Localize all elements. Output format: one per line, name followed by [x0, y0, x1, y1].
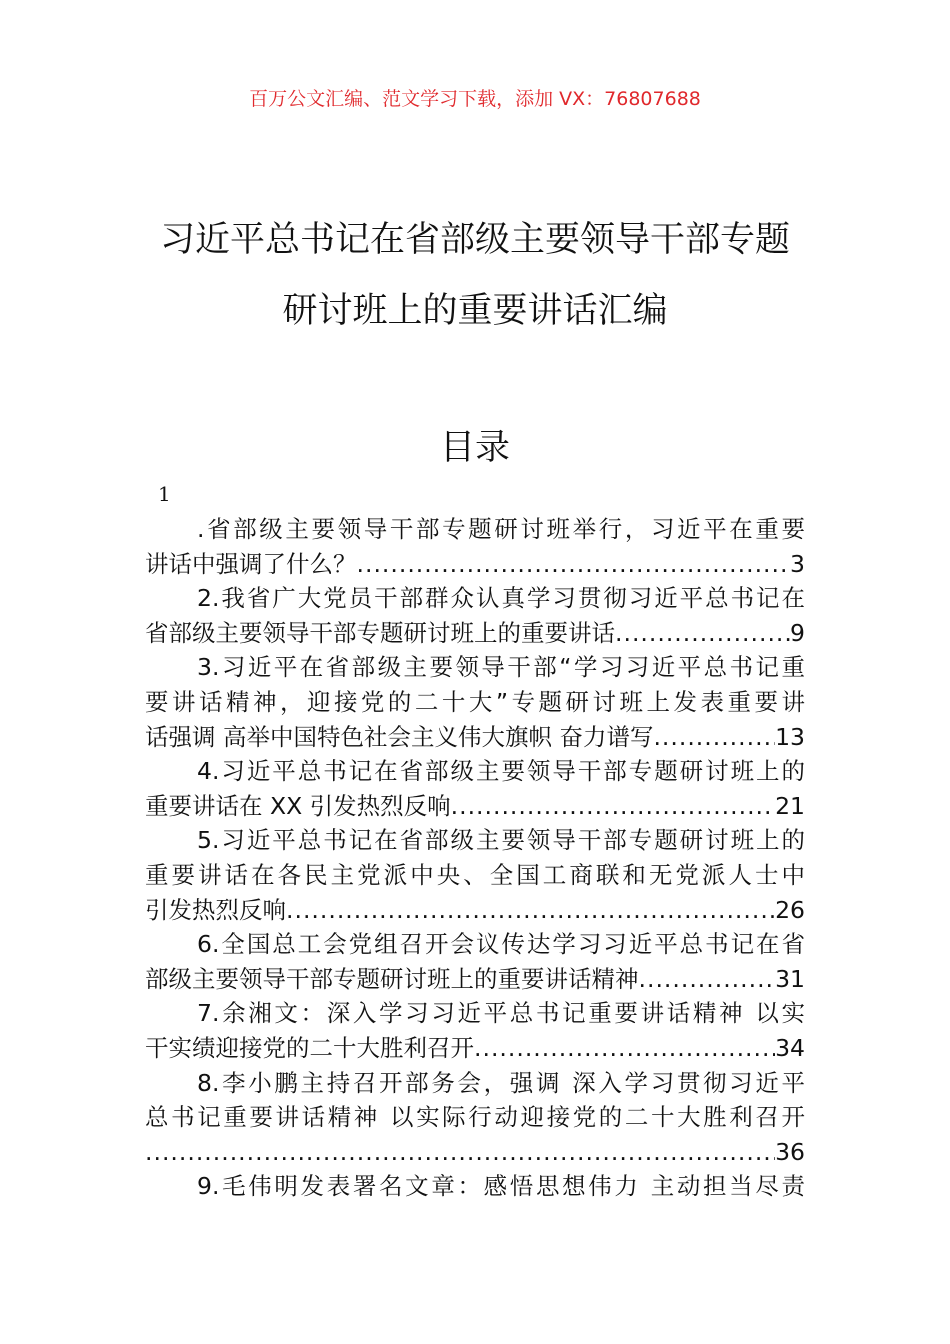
- toc-page-number: 9: [790, 618, 805, 647]
- toc-entry-text: 重要讲话在 XX 引发热烈反响: [145, 791, 451, 820]
- toc-entry-line: 总书记重要讲话精神 以实际行动迎接党的二十大胜利召开: [145, 1103, 805, 1132]
- header-watermark-text: 百万公文汇编、范文学习下载，添加 VX：76807688: [249, 88, 701, 110]
- toc-entry-last-line: [145, 1135, 805, 1170]
- toc-entry[interactable]: [145, 823, 805, 927]
- toc-entry[interactable]: [145, 927, 805, 996]
- toc-entry-last-line: [145, 547, 805, 582]
- table-of-contents: [145, 512, 805, 1204]
- dot-leader: [639, 962, 776, 997]
- toc-entry-line: 7.余湘文：深入学习习近平总书记重要讲话精神 以实: [197, 999, 805, 1028]
- dot-leader: [145, 1135, 775, 1170]
- toc-entry-line: 3.习近平在省部级主要领导干部“学习习近平总书记重: [197, 653, 805, 682]
- toc-entry-text: 部级主要领导干部专题研讨班上的重要讲话精神: [145, 964, 639, 993]
- toc-entry[interactable]: [145, 512, 805, 581]
- toc-entry-line: 8.李小鹏主持召开部务会，强调 深入学习贯彻习近平: [197, 1068, 805, 1097]
- toc-first-number: 1: [158, 482, 171, 506]
- toc-entry-last-line: [145, 962, 805, 997]
- toc-entry-line: 要讲话精神，迎接党的二十大”专题研讨班上发表重要讲: [145, 687, 805, 716]
- toc-page-number: 31: [775, 964, 805, 993]
- toc-entry-last-line: [145, 893, 805, 928]
- toc-entry-line: 5.习近平总书记在省部级主要领导干部专题研讨班上的: [197, 826, 805, 855]
- toc-entry-text: 讲话中强调了什么？: [145, 549, 357, 578]
- dot-leader: [357, 547, 791, 582]
- toc-entry[interactable]: [145, 1066, 805, 1170]
- document-title-line-2: 研讨班上的重要讲话汇编: [282, 291, 668, 331]
- toc-entry-line: 9.毛伟明发表署名文章：感悟思想伟力 主动担当尽责: [197, 1172, 805, 1201]
- toc-entry-text: 引发热烈反响: [145, 895, 286, 924]
- toc-page-number: 21: [775, 791, 805, 820]
- dot-leader: [286, 893, 775, 928]
- toc-entry[interactable]: [145, 581, 805, 650]
- toc-page-number: 3: [790, 549, 805, 578]
- document-title-line-1: 习近平总书记在省部级主要领导干部专题: [159, 220, 790, 260]
- dot-leader: [615, 616, 790, 651]
- toc-entry[interactable]: [145, 754, 805, 823]
- toc-entry-line: .省部级主要领导干部专题研讨班举行，习近平在重要: [197, 515, 805, 543]
- toc-page-number: 34: [775, 1033, 805, 1062]
- dot-leader: [653, 720, 775, 755]
- toc-heading: 目录: [439, 428, 510, 468]
- toc-entry-line: 2.我省广大党员干部群众认真学习贯彻习近平总书记在: [197, 584, 805, 613]
- dot-leader: [474, 1031, 775, 1066]
- toc-entry-line: 重要讲话在各民主党派中央、全国工商联和无党派人士中: [145, 860, 805, 889]
- toc-entry-last-line: [145, 1031, 805, 1066]
- toc-entry-last-line: [145, 789, 805, 824]
- toc-entry[interactable]: [145, 996, 805, 1065]
- toc-entry[interactable]: [145, 650, 805, 754]
- toc-entry-last-line: [145, 616, 805, 651]
- toc-entry-text: 话强调 高举中国特色社会主义伟大旗帜 奋力谱写: [145, 722, 654, 751]
- dot-leader: [451, 789, 775, 824]
- toc-page-number: 36: [775, 1137, 805, 1166]
- toc-page-number: 26: [775, 895, 805, 924]
- toc-entry-text: 干实绩迎接党的二十大胜利召开: [145, 1033, 474, 1062]
- toc-entry-last-line: [145, 720, 805, 755]
- toc-entry-line: 4.习近平总书记在省部级主要领导干部专题研讨班上的: [197, 757, 805, 786]
- toc-entry-text: 省部级主要领导干部专题研讨班上的重要讲话: [145, 618, 615, 647]
- toc-entry-line: 6.全国总工会党组召开会议传达学习习近平总书记在省: [197, 930, 805, 959]
- toc-page-number: 13: [775, 722, 805, 751]
- toc-entry[interactable]: [145, 1169, 805, 1204]
